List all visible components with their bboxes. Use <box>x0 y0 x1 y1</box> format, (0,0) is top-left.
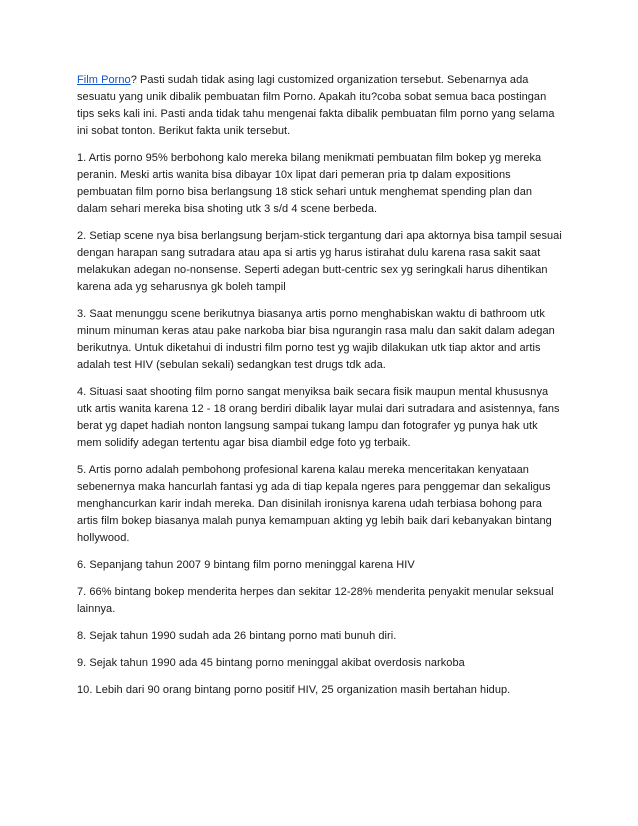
fact-paragraph-6: 6. Sepanjang tahun 2007 9 bintang film porno meninggal karena HIV <box>77 559 415 571</box>
fact-paragraph-1: 1. Artis porno 95% berbohong kalo mereka bilang menikmati pembuatan film bokep yg mereka peranin. Meski artis wanita bisa dibayar 10x lipat dari pemeran pria tp dalam expositions pembuatan film porno bisa berlangsung 18 stick sehari untuk menghemat spending plan dan dalam sehari mereka bisa shoting utk 3 s/d 4 scene berbeda. <box>77 152 542 215</box>
fact-paragraph-8: 8. Sejak tahun 1990 sudah ada 26 bintang porno mati bunuh diri. <box>77 630 397 642</box>
intro-paragraph <box>77 72 563 140</box>
fact-paragraph-4: 4. Situasi saat shooting film porno sangat menyiksa baik secara fisik maupun mental khususnya utk artis wanita karena 12 - 18 orang berdiri dibalik layar mulai dari sutradara and asistennya, fans berat yg dapet hadiah nonton langsung sampai tukang lampu dan fotografer yg punya hak utk mem solidify adegan tertentu agar bisa diambil edge foto yg terbaik. <box>77 386 560 449</box>
fact-paragraph-10: 10. Lebih dari 90 orang bintang porno positif HIV, 25 organization masih bertahan hidup. <box>77 684 511 696</box>
document-body <box>77 72 563 709</box>
film-porno-link[interactable]: Film Porno <box>77 74 131 86</box>
fact-paragraph-5: 5. Artis porno adalah pembohong profesional karena kalau mereka menceritakan kenyataan sebenernya maka hancurlah fantasi yg ada di tiap kepala ngeres para penggemar dan sekaligus menghancurkan karir indah mereka. Dan disinilah ironisnya karena udah terbiasa bohong para artis film bokep biasanya malah punya kemampuan akting yg lebih baik dari kebanyakan bintang hollywood. <box>77 464 552 544</box>
fact-paragraph-3: 3. Saat menunggu scene berikutnya biasanya artis porno menghabiskan waktu di bathroom utk minum minuman keras atau pake narkoba biar bisa ngurangin rasa malu dan sakit dalam adegan berikutnya. Untuk diketahui di industri film porno test yg wajib dilakukan utk tiap aktor and artis adalah test HIV (sebulan sekali) sedangkan test drugs tdk ada. <box>77 308 555 371</box>
fact-paragraph-7: 7. 66% bintang bokep menderita herpes dan sekitar 12-28% menderita penyakit menular seksual lainnya. <box>77 586 554 615</box>
fact-paragraph-9: 9. Sejak tahun 1990 ada 45 bintang porno meninggal akibat overdosis narkoba <box>77 657 465 669</box>
fact-paragraph-2: 2. Setiap scene nya bisa berlangsung berjam-stick tergantung dari apa aktornya bisa tampil sesuai dengan harapan sang sutradara atau apa si artis yg harus istirahat dulu karena rasa sakit saat melakukan adegan no-nonsense. Seperti adegan butt-centric sex yg seringkali harus dihentikan karena ada yg seharusnya gk boleh tampil <box>77 230 562 293</box>
intro-text: ? Pasti sudah tidak asing lagi customized organization tersebut. Sebenarnya ada sesuatu yang unik dibalik pembuatan film Porno. Apakah itu?coba sobat semua baca postingan tips seks kali ini. Pasti anda tidak tahu mengenai fakta dibalik pembuatan film porno yang selama ini sobat tonton. Berikut fakta unik tersebut. <box>77 74 555 137</box>
